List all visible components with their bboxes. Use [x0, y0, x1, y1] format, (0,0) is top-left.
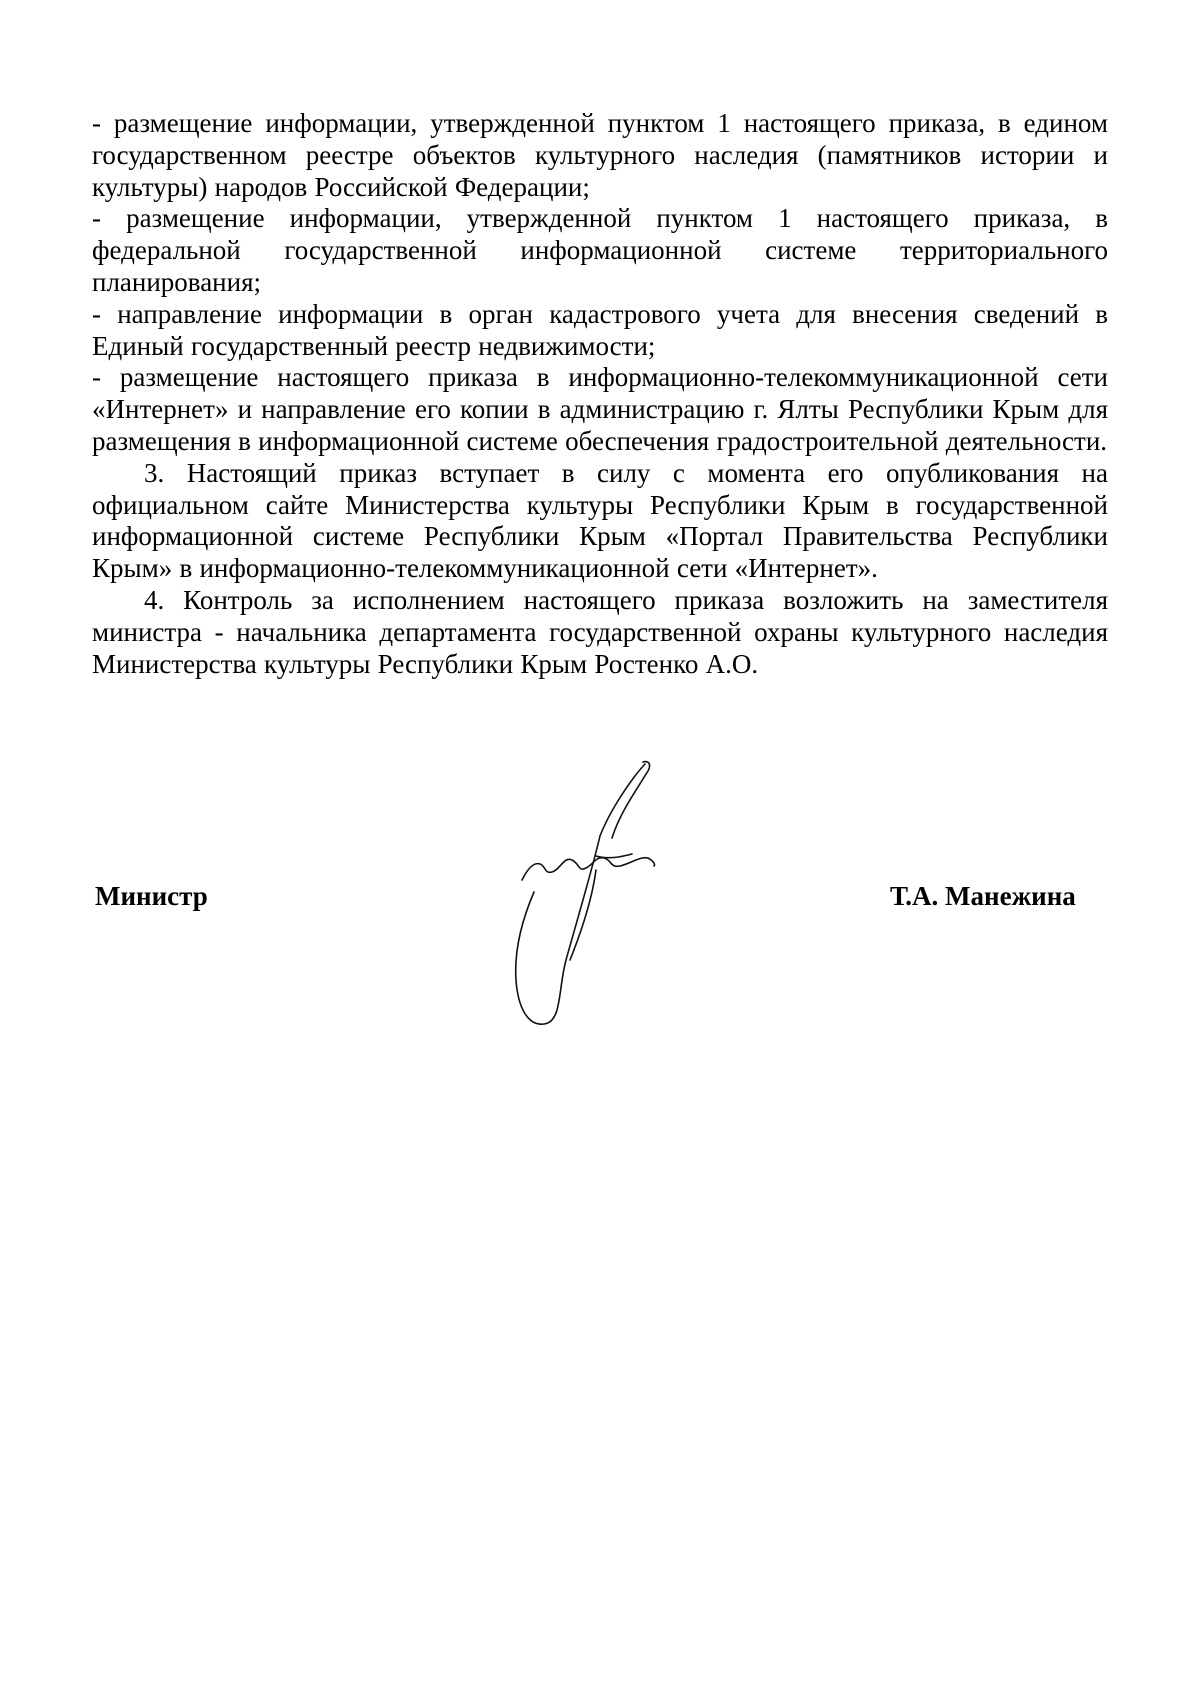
paragraph-bullet-1: - размещение информации, утвержденной пунктом 1 настоящего приказа, в едином государственном реестре объектов культурного наследия (памятников истории и культуры) народов Российской Федерации;	[92, 108, 1108, 202]
signatory-title: Министр	[95, 881, 208, 911]
paragraph-item-3: 3. Настоящий приказ вступает в силу с момента его опубликования на официальном сайте Министерства культуры Республики Крым в государственной информационной системе Республики Крым «Портал Правительства Республики Крым» в информационно-телекоммуникационной сети «Интернет».	[92, 457, 1108, 584]
handwritten-signature	[500, 760, 740, 1030]
signatory-name: Т.А. Манежина	[890, 881, 1076, 911]
document-body	[92, 108, 1108, 680]
paragraph-bullet-3: - направление информации в орган кадастрового учета для внесения сведений в Единый государственный реестр недвижимости;	[92, 298, 1108, 361]
paragraph-item-4: 4. Контроль за исполнением настоящего приказа возложить на заместителя министра - начальника департамента государственной охраны культурного наследия Министерства культуры Республики Крым Ростенко А.О.	[92, 584, 1108, 679]
paragraph-bullet-4: - размещение настоящего приказа в информационно-телекоммуникационной сети «Интернет» и направление его копии в администрацию г. Ялты Республики Крым для размещения в информационной системе обеспечения градостроительной деятельности.	[92, 362, 1108, 456]
paragraph-bullet-2: - размещение информации, утвержденной пунктом 1 настоящего приказа, в федеральной государственной информационной системе территориального планирования;	[92, 203, 1108, 297]
